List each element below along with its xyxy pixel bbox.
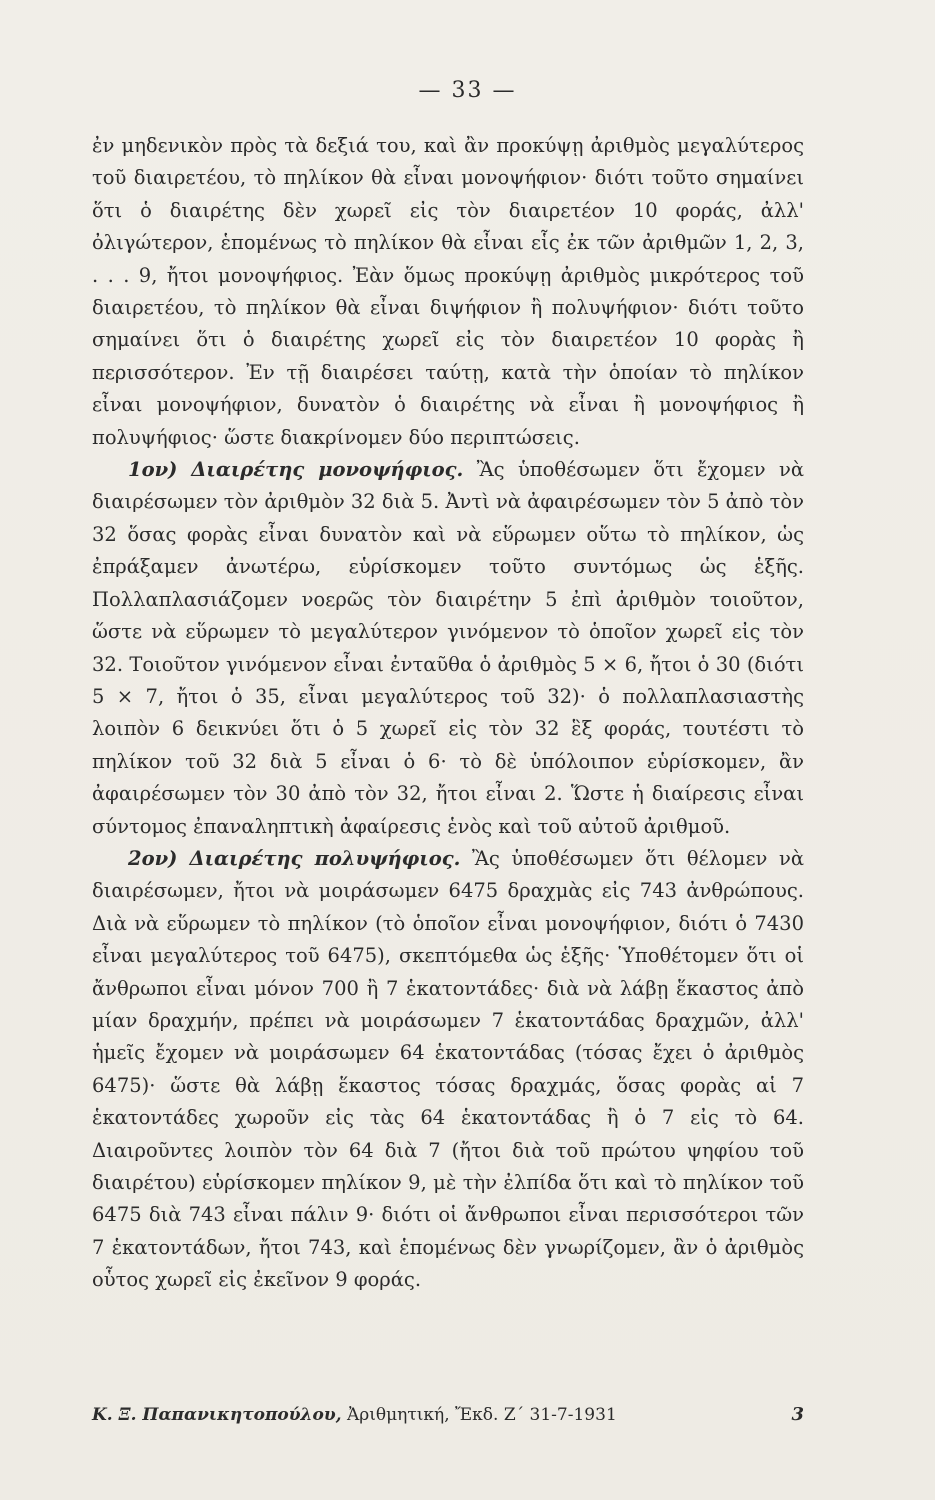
section-heading-single-digit-divisor: 1ον) Διαιρέτης μονοψήφιος. [128,458,464,482]
section-heading-multi-digit-divisor: 2ον) Διαιρέτης πολυψήφιος. [128,846,461,870]
page-number: — 33 — [418,78,517,103]
signature-mark: 3 [791,1404,804,1425]
footer-book: Ἀριθμητική, Ἔκδ. Ζ΄ 31-7-1931 [346,1405,617,1425]
footer [92,1404,804,1425]
paragraph-3-text: Ἂς ὑποθέσωμεν ὅτι θέλομεν νὰ διαιρέσωμεν, ἤτοι νὰ μοιράσωμεν 6475 δραχμὰς εἰς 743 ἀνθρώπους. Διὰ νὰ εὕρωμεν τὸ πηλίκον (τὸ ὁποῖον εἶναι μονοψήφιον, διότι ὁ 7430 εἶναι μεγαλύτερος τοῦ 6475), σκεπτόμεθα ὡς ἑξῆς· Ὑποθέτομεν ὅτι οἱ ἄνθρωποι εἶναι μόνον 700 ἢ 7 ἑκατοντάδες· διὰ νὰ λάβῃ ἕκαστος ἀπὸ μίαν δραχμήν, πρέπει νὰ μοιράσωμεν 7 ἑκατοντάδας δραχμῶν, ἀλλ' ἡμεῖς ἔχομεν νὰ μοιράσωμεν 64 ἑκατοντάδας (τόσας ἔχει ὁ ἀριθμὸς 6475)· ὥστε θὰ λάβῃ ἕκαστος τόσας δραχμάς, ὅσας φορὰς αἱ 7 ἑκατοντάδες χωροῦν εἰς τὰς 64 ἑκατοντάδας ἢ ὁ 7 εἰς τὸ 64. Διαιροῦντες λοιπὸν τὸν 64 διὰ 7 (ἤτοι διὰ τοῦ πρώτου ψηφίου τοῦ διαιρέτου) εὑρίσκομεν πηλίκον 9, μὲ τὴν ἐλπίδα ὅτι καὶ τὸ πηλίκον τοῦ 6475 διὰ 743 εἶναι πάλιν 9· διότι οἱ ἄνθρωποι εἶναι περισσότεροι τῶν 7 ἑκατοντάδων, ἤτοι 743, καὶ ἑπομένως δὲν γνωρίζομεν, ἂν ὁ ἀριθμὸς οὗτος χωρεῖ εἰς ἐκεῖνον 9 φοράς. [92,846,804,1292]
paragraph-1 [92,130,804,454]
paragraph-2-text: Ἂς ὑποθέσωμεν ὅτι ἔχομεν νὰ διαιρέσωμεν τὸν ἀριθμὸν 32 διὰ 5. Ἀντὶ νὰ ἀφαιρέσωμεν τὸν 5 ἀπὸ τὸν 32 ὅσας φορὰς εἶναι δυνατὸν καὶ νὰ εὕρωμεν οὕτω τὸ πηλίκον, ὡς ἐπράξαμεν ἀνωτέρω, εὑρίσκομεν τοῦτο συντόμως ὡς ἑξῆς. Πολλαπλασιάζομεν νοερῶς τὸν διαιρέτην 5 ἐπὶ ἀριθμὸν τοιοῦτον, ὥστε νὰ εὕρωμεν τὸ μεγαλύτερον γινόμενον τὸ ὁποῖον χωρεῖ εἰς τὸν 32. Τοιοῦτον γινόμενον εἶναι ἐνταῦθα ὁ ἀριθμὸς 5 × 6, ἤτοι ὁ 30 (διότι 5 × 7, ἤτοι ὁ 35, εἶναι μεγαλύτερος τοῦ 32)· ὁ πολλαπλασιαστὴς λοιπὸν 6 δεικνύει ὅτι ὁ 5 χωρεῖ εἰς τὸν 32 ἓξ φοράς, τουτέστι τὸ πηλίκον τοῦ 32 διὰ 5 εἶναι ὁ 6· τὸ δὲ ὑπόλοιπον εὑρίσκομεν, ἂν ἀφαιρέσωμεν τὸν 30 ἀπὸ τὸν 32, ἤτοι εἶναι 2. Ὥστε ἡ διαίρεσις εἶναι σύντομος ἐπαναληπτικὴ ἀφαίρεσις ἑνὸς καὶ τοῦ αὐτοῦ ἀριθμοῦ. [92,458,804,838]
body-text [92,130,804,1297]
paragraph-1-text: ἐν μηδενικὸν πρὸς τὰ δεξιά του, καὶ ἂν προκύψῃ ἀριθμὸς μεγαλύτερος τοῦ διαιρετέου, τὸ πηλίκον θὰ εἶναι μονοψήφιον· διότι τοῦτο σημαίνει ὅτι ὁ διαιρέτης δὲν χωρεῖ εἰς τὸν διαιρετέον 10 φοράς, ἀλλ' ὀλιγώτερον, ἑπομένως τὸ πηλίκον θὰ εἶναι εἷς ἐκ τῶν ἀριθμῶν 1, 2, 3, . . . 9, ἤτοι μονοψήφιος. Ἐὰν ὅμως προκύψῃ ἀριθμὸς μικρότερος τοῦ διαιρετέου, τὸ πηλίκον θὰ εἶναι διψήφιον ἢ πολυψήφιον· διότι τοῦτο σημαίνει ὅτι ὁ διαιρέτης χωρεῖ εἰς τὸν διαιρετέον 10 φορὰς ἢ περισσότερον. Ἐν τῇ διαιρέσει ταύτῃ, κατὰ τὴν ὁποίαν τὸ πηλίκον εἶναι μονοψήφιον, δυνατὸν ὁ διαιρέτης νὰ εἶναι ἢ μονοψήφιος ἢ πολυψήφιος· ὥστε διακρίνομεν δύο περιπτώσεις. [92,134,804,449]
footer-author: Κ. Ξ. Παπανικητοπούλου, [92,1405,342,1425]
footer-citation [92,1405,617,1425]
paragraph-2 [92,454,804,843]
paragraph-3 [92,843,804,1297]
